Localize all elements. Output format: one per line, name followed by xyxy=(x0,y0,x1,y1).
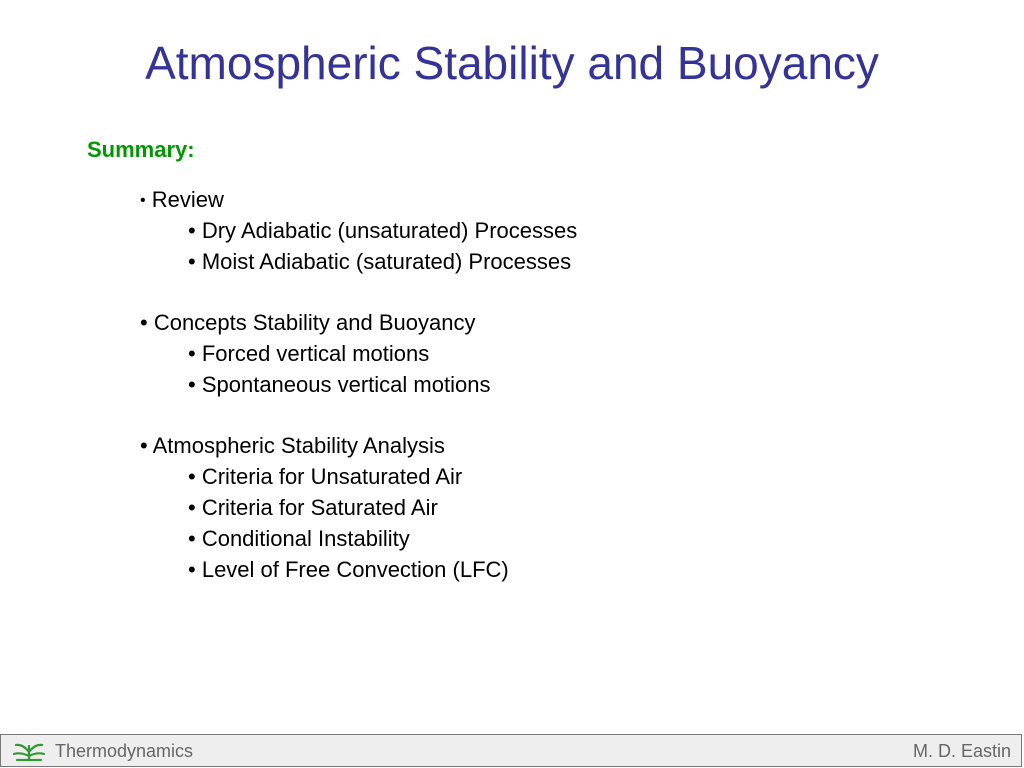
list-item-text: Moist Adiabatic (saturated) Processes xyxy=(201,249,572,274)
section-heading-review xyxy=(140,186,224,215)
section-heading-analysis xyxy=(140,432,445,460)
list-item-text: Dry Adiabatic (unsaturated) Processes xyxy=(201,218,578,243)
bullet: • xyxy=(188,495,196,520)
bullet: • xyxy=(188,249,196,274)
bullet: • xyxy=(188,341,196,366)
bullet: • xyxy=(188,464,196,489)
list-item xyxy=(188,340,429,368)
bullet: • xyxy=(140,433,148,458)
bullet: • xyxy=(140,192,146,209)
list-item xyxy=(188,248,571,276)
list-item xyxy=(188,217,577,245)
section-heading-concepts xyxy=(140,309,475,337)
list-item xyxy=(188,494,438,522)
plant-logo-icon xyxy=(11,740,47,762)
list-item-text: Criteria for Unsaturated Air xyxy=(201,464,463,489)
bullet: • xyxy=(188,557,196,582)
list-item xyxy=(188,556,509,584)
slide-title: Atmospheric Stability and Buoyancy xyxy=(145,37,879,89)
footer-author: M. D. Eastin xyxy=(912,741,1011,761)
list-item-text: Criteria for Saturated Air xyxy=(201,495,438,520)
section-heading-text: Review xyxy=(151,187,224,212)
list-item-text: Level of Free Convection (LFC) xyxy=(201,557,509,582)
slide-footer xyxy=(0,734,1022,767)
section-heading-text: Atmospheric Stability Analysis xyxy=(152,433,445,458)
summary-label: Summary: xyxy=(87,137,195,162)
footer-course-title: Thermodynamics xyxy=(55,741,194,761)
list-item xyxy=(188,525,410,553)
list-item-text: Forced vertical motions xyxy=(201,341,430,366)
bullet: • xyxy=(188,372,196,397)
list-item xyxy=(188,371,490,399)
list-item-text: Spontaneous vertical motions xyxy=(201,372,491,397)
list-item xyxy=(188,463,462,491)
list-item-text: Conditional Instability xyxy=(201,526,410,551)
bullet: • xyxy=(188,526,196,551)
bullet: • xyxy=(188,218,196,243)
bullet: • xyxy=(140,310,148,335)
section-heading-text: Concepts Stability and Buoyancy xyxy=(153,310,476,335)
